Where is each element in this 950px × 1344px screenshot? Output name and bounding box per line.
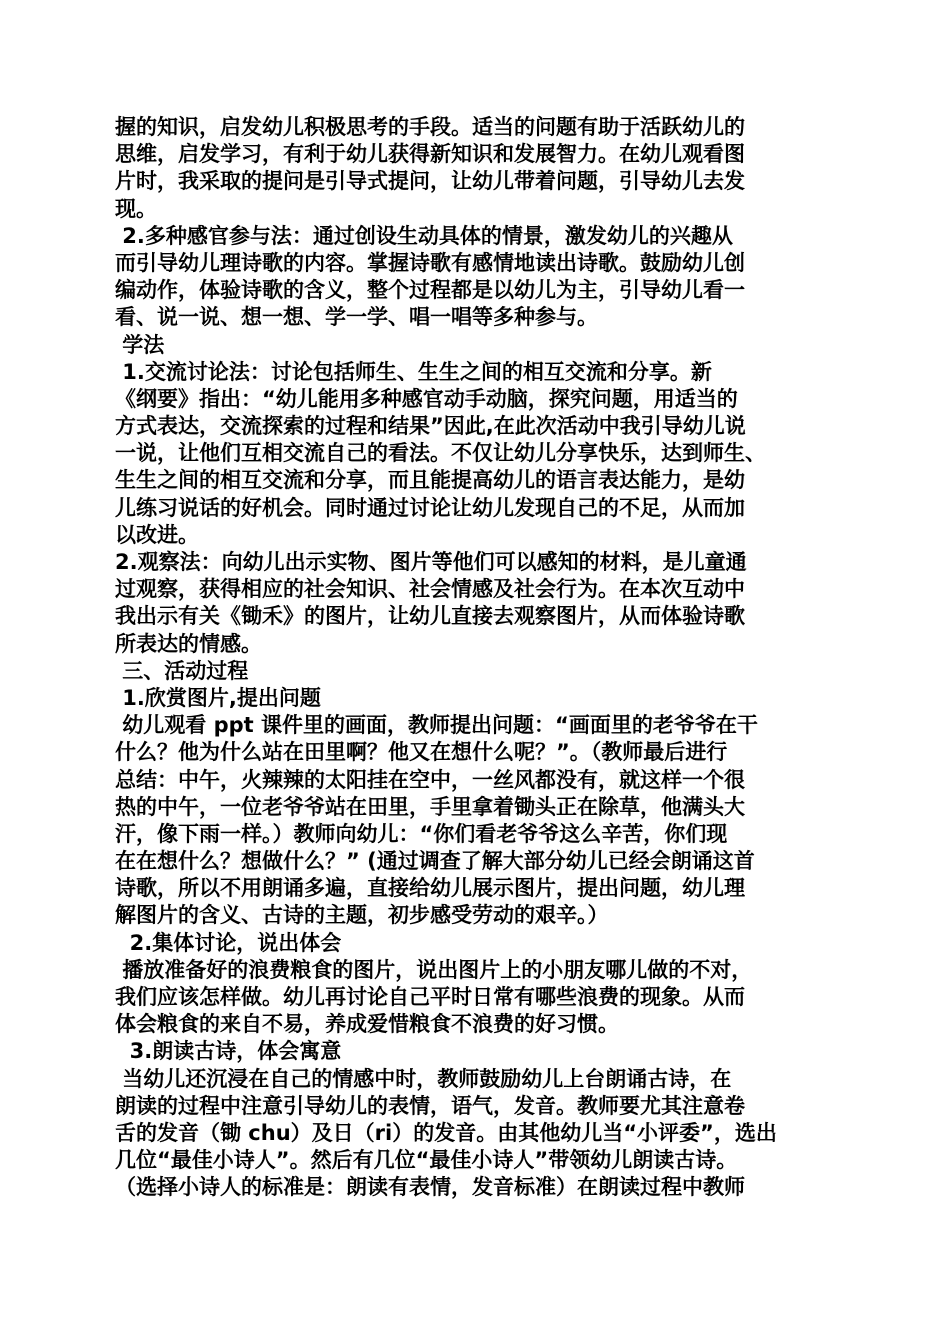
text-line: 热的中午，一位老爷爷站在田里，手里拿着锄头正在除草，他满头大 bbox=[115, 794, 745, 819]
body-text bbox=[115, 114, 840, 1202]
text-line: 方式表达，交流探索的过程和结果”因此,在此次活动中我引导幼儿说 bbox=[115, 414, 746, 439]
text-line: 过观察，获得相应的社会知识、社会情感及社会行为。在本次互动中 bbox=[115, 577, 745, 602]
text-line: 诗歌，所以不用朗诵多遍，直接给幼儿展示图片，提出问题，幼儿理 bbox=[115, 876, 745, 901]
text-line: 思维，启发学习，有利于幼儿获得新知识和发展智力。在幼儿观看图 bbox=[115, 142, 745, 167]
text-line: 幼儿观看 ppt 课件里的画面，教师提出问题：“画面里的老爷爷在干 bbox=[115, 713, 758, 738]
text-line: 舌的发音（锄 chu）及日（ri）的发音。由其他幼儿当“小评委”，选出 bbox=[115, 1120, 777, 1145]
text-line: 看、说一说、想一想、学一学、唱一唱等多种参与。 bbox=[115, 305, 598, 330]
text-line: 现。 bbox=[115, 196, 157, 221]
text-line: 一说，让他们互相交流自己的看法。不仅让幼儿分享快乐，达到师生、 bbox=[115, 441, 766, 466]
text-line: 总结：中午，火辣辣的太阳挂在空中，一丝风都没有，就这样一个很 bbox=[115, 767, 745, 792]
text-line: 所表达的情感。 bbox=[115, 631, 262, 656]
text-line: 播放准备好的浪费粮食的图片，说出图片上的小朋友哪儿做的不对， bbox=[115, 957, 753, 982]
text-line: 2.集体讨论，说出体会 bbox=[115, 930, 342, 955]
text-line: 1.欣赏图片,提出问题 bbox=[115, 685, 321, 710]
text-line: 编动作，体验诗歌的含义，整个过程都是以幼儿为主，引导幼儿看一 bbox=[115, 278, 745, 303]
text-line: 以改进。 bbox=[115, 522, 199, 547]
text-line: 我出示有关《锄禾》的图片，让幼儿直接去观察图片，从而体验诗歌 bbox=[115, 604, 745, 629]
text-line: 2.多种感官参与法：通过创设生动具体的情景，激发幼儿的兴趣从 bbox=[115, 223, 733, 248]
text-line: 几位“最佳小诗人”。然后有几位“最佳小诗人”带领幼儿朗读古诗。 bbox=[115, 1148, 738, 1173]
text-line: 儿练习说话的好机会。同时通过讨论让幼儿发现自己的不足，从而加 bbox=[115, 495, 745, 520]
text-line: 我们应该怎样做。幼儿再讨论自己平时日常有哪些浪费的现象。从而 bbox=[115, 985, 745, 1009]
text-line: 3.朗读古诗，体会寓意 bbox=[115, 1039, 342, 1064]
text-line: 握的知识，启发幼儿积极思考的手段。适当的问题有助于活跃幼儿的 bbox=[115, 115, 745, 139]
text-line: 生生之间的相互交流和分享，而且能提高幼儿的语言表达能力，是幼 bbox=[115, 468, 745, 493]
text-line: 体会粮食的来自不易，养成爱惜粮食不浪费的好习惯。 bbox=[115, 1012, 619, 1037]
text-line: 《纲要》指出：“幼儿能用多种感官动手动脑，探究问题，用适当的 bbox=[115, 386, 738, 411]
text-line: 片时，我采取的提问是引导式提问，让幼儿带着问题，引导幼儿去发 bbox=[115, 169, 745, 194]
text-line: 当幼儿还沉浸在自己的情感中时，教师鼓励幼儿上台朗诵古诗，在 bbox=[115, 1066, 732, 1091]
text-line: 朗读的过程中注意引导幼儿的表情，语气，发音。教师要尤其注意卷 bbox=[115, 1093, 745, 1118]
text-line: 学法 bbox=[115, 332, 165, 357]
text-line: （选择小诗人的标准是：朗读有表情，发音标准）在朗读过程中教师 bbox=[115, 1175, 745, 1200]
text-line: 2.观察法：向幼儿出示实物、图片等他们可以感知的材料，是儿童通 bbox=[115, 550, 747, 574]
text-line: 汗，像下雨一样。）教师向幼儿：“你们看老爷爷这么辛苦，你们现 bbox=[115, 821, 728, 846]
text-line: 在在想什么？想做什么？” (通过调查了解大部分幼儿已经会朗诵这首 bbox=[115, 849, 755, 874]
text-line: 什么？他为什么站在田里啊？他又在想什么呢？”。（教师最后进行 bbox=[115, 740, 728, 765]
text-line: 而引导幼儿理诗歌的内容。掌握诗歌有感情地读出诗歌。鼓励幼儿创 bbox=[115, 250, 745, 275]
text-line: 解图片的含义、古诗的主题，初步感受劳动的艰辛。） bbox=[115, 903, 609, 928]
text-line: 1.交流讨论法：讨论包括师生、生生之间的相互交流和分享。新 bbox=[115, 359, 712, 384]
text-line: 三、活动过程 bbox=[115, 658, 249, 683]
